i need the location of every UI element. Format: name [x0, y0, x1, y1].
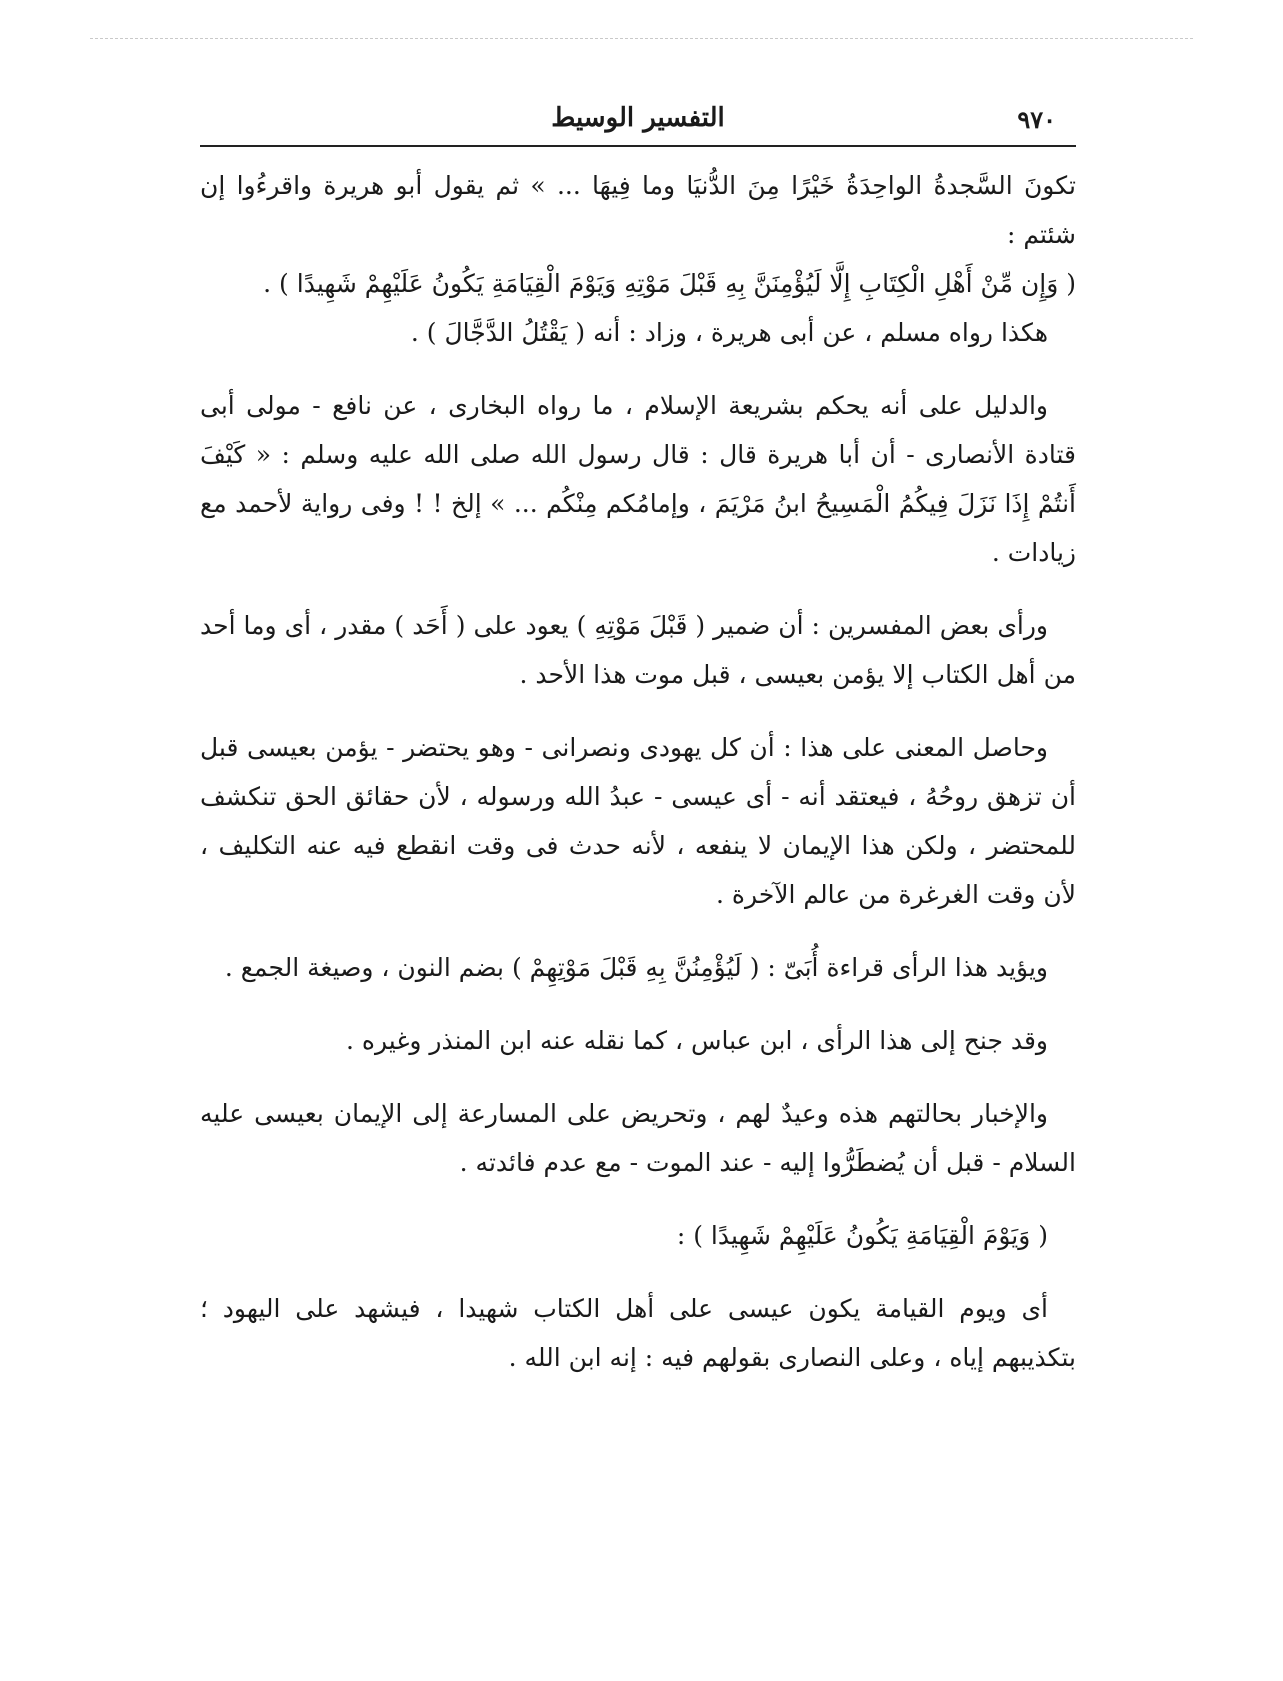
- paragraph-ibn-abbas: وقد جنح إلى هذا الرأى ، ابن عباس ، كما نقله عنه ابن المنذر وغيره .: [345, 1026, 1048, 1055]
- paragraph-meaning-summary: وحاصل المعنى على هذا : أن كل يهودى ونصرانى - وهو يحتضر - يؤمن بعيسى قبل أن تزهق روحُهُ ، فيعتقد أنه - أى عيسى - عبدُ الله ورسوله ، لأن حقائق الحق تنكشف للمحتضر ، ولكن هذا الإيمان لا ينفعه ، لأنه حدث فى وقت انقطع فيه عنه التكليف ، لأن وقت الغرغرة من عالم الآخرة .: [200, 733, 1076, 909]
- paragraph-evidence: والدليل على أنه يحكم بشريعة الإسلام ، ما رواه البخارى ، عن نافع - مولى أبى قتادة الأنصارى - أن أبا هريرة قال : قال رسول الله صلى الله عليه وسلم : « كَيْفَ أَنتُمْ إِذَا نَزَلَ فِيكُمُ الْمَسِيحُ ابنُ مَرْيَمَ ، وإمامُكم مِنْكُم ... » إلخ ! ! وفى رواية لأحمد مع زيادات .: [200, 391, 1076, 567]
- book-page: [200, 95, 1076, 1382]
- paragraph-warning: والإخبار بحالتهم هذه وعيدٌ لهم ، وتحريض على المسارعة إلى الإيمان بعيسى عليه السلام - قبل أن يُضطَرُّوا إليه - عند الموت - مع عدم فائدته .: [200, 1099, 1076, 1177]
- running-title: التفسير الوسيط: [551, 103, 725, 133]
- paragraph-day-of-judgment: أى ويوم القيامة يكون عيسى على أهل الكتاب شهيدا ، فيشهد على اليهود ؛ بتكذيبهم إياه ، وعلى النصارى بقولهم فيه : إنه ابن الله .: [200, 1294, 1076, 1372]
- paragraph-ubay-reading: ويؤيد هذا الرأى قراءة أُبَىّ : ( لَيُؤْمِنُنَّ بِهِ قَبْلَ مَوْتِهِمْ ) بضم النون ، وصيغة الجمع .: [224, 953, 1048, 982]
- paragraph-commentators-view: ورأى بعض المفسرين : أن ضمير ( قَبْلَ مَوْتِهِ ) يعود على ( أَحَد ) مقدر ، أى وما أحد من أهل الكتاب إلا يؤمن بعيسى ، قبل موت هذا الأحد .: [200, 611, 1076, 689]
- page-body: [200, 147, 1076, 1382]
- paragraph-hadith-end: تكونَ السَّجدةُ الواحِدَةُ خَيْرًا مِنَ الدُّنيَا وما فِيهَا ... » ثم يقول أبو هريرة واقرءُوا إن شئتم :: [200, 171, 1076, 249]
- scan-top-edge: [90, 38, 1193, 39]
- paragraph-muslim-narration: هكذا رواه مسلم ، عن أبى هريرة ، وزاد : أنه ( يَقْتُلُ الدَّجَّالَ ) .: [410, 318, 1048, 347]
- page-number: ٩٧٠: [1017, 105, 1056, 134]
- page-header: [200, 95, 1076, 147]
- verse-heading: ( وَيَوْمَ الْقِيَامَةِ يَكُونُ عَلَيْهِمْ شَهِيدًا ) :: [676, 1221, 1048, 1250]
- quran-verse: ( وَإِن مِّنْ أَهْلِ الْكِتَابِ إِلَّا لَيُؤْمِنَنَّ بِهِ قَبْلَ مَوْتِهِ وَيَوْمَ الْقِيَامَةِ يَكُونُ عَلَيْهِمْ شَهِيدًا ) .: [263, 269, 1076, 298]
